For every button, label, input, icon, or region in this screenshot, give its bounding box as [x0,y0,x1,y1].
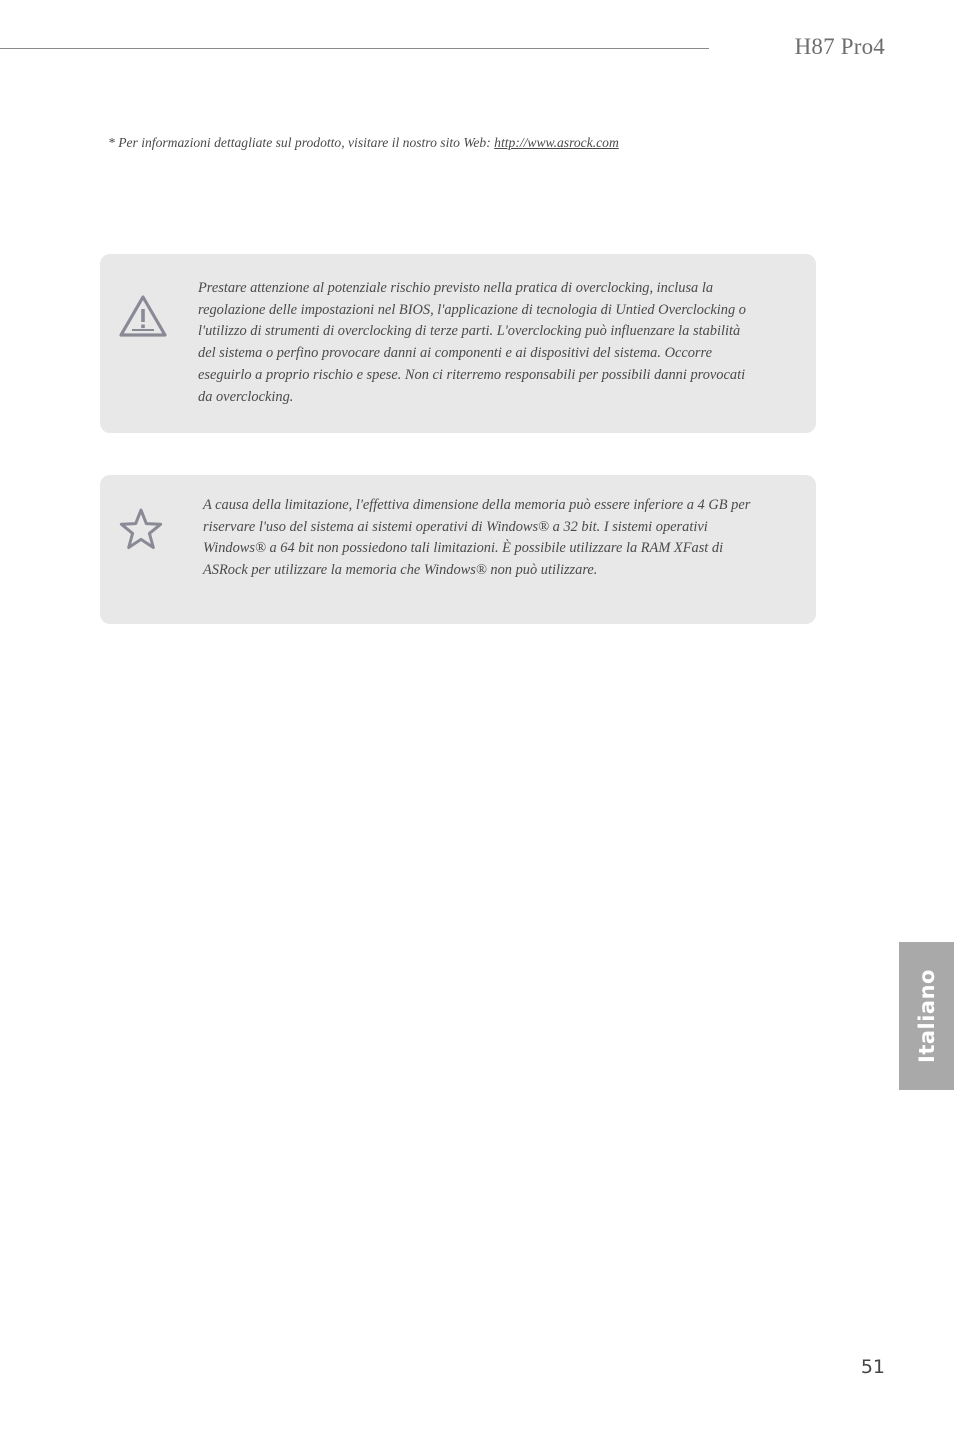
page-number: 51 [860,1356,885,1378]
model-title: H87 Pro4 [794,34,885,59]
warning-triangle-icon [118,294,168,338]
footnote [108,135,748,151]
header-rule [0,48,709,49]
language-tab-label: Italiano [914,969,939,1063]
language-tab [899,942,954,1090]
memory-note-box [100,475,816,624]
star-icon [118,507,164,551]
asrock-website-link[interactable]: http://www.asrock.com [494,135,619,150]
overclocking-warning-text: Prestare attenzione al potenziale rischio previsto nella pratica di overclocking, inclusa la regolazione delle impostazioni nel BIOS, l'applicazione di tecnologia di Untied Overclocking o l'utilizzo di strumenti di overclocking di terze parti. L'overclocking può influenzare la stabilità del sistema o perfino provocare danni ai componenti e ai dispositivi del sistema. Occorre eseguirlo a proprio rischio e spese. Non ci riterremo responsabili per possibili danni provocati da overclocking. [198,280,746,405]
footnote-text: * Per informazioni dettagliate sul prodotto, visitare il nostro sito Web: [108,135,495,150]
overclocking-warning-box [100,254,816,433]
memory-note-text: A causa della limitazione, l'effettiva dimensione della memoria può essere inferiore a 4 GB per riservare l'uso del sistema ai sistemi operativi di Windows® a 32 bit. I sistemi operativi Windows® a 64 bit non possiedono tali limitazioni. È possibile utilizzare la RAM XFast di ASRock per utilizzare la memoria che Windows® non può utilizzare. [203,497,751,579]
